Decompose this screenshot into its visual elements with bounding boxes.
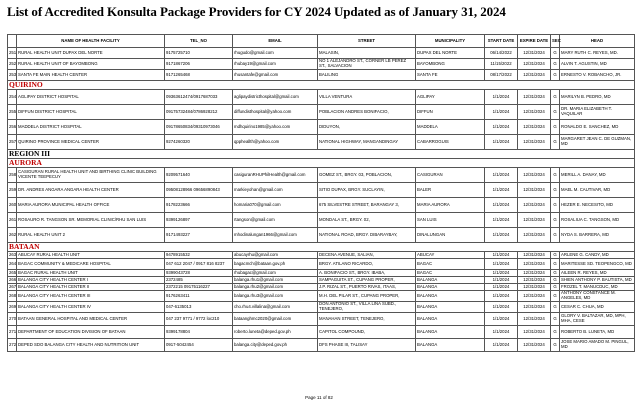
cell-start-date: 06/14/2022 [485,48,518,59]
cell-tel-no: 9178223666 [165,198,233,213]
cell-start-date: 08/17/2022 [485,70,518,81]
cell-sector: G [551,168,560,183]
cell-email: bagacmch@bataan.gov.ph [233,259,318,270]
cell-start-date: 1/1/2024 [485,302,518,313]
cell-row-number: 262 [8,228,17,243]
cell-tel-no: 9171493227 [165,228,233,243]
cell-start-date: 1/1/2024 [485,313,518,326]
cell-sector: G [551,70,560,81]
cell-tel-no: 9176263411 [165,291,233,302]
cell-sector: G [551,326,560,339]
cell-street: CAPITOL COMPOUND, [318,326,416,339]
cell-tel-no: 0917-5042454 [165,339,233,352]
cell-tel-no: 9399043728 [165,270,233,277]
province-row [8,159,635,168]
cell-facility-name: BATAAN GENERAL HOSPITAL AND MEDICAL CENTER [17,313,165,326]
cell-facility-name: AGLIPAY DISTRICT HOSPITAL [17,90,165,105]
cell-expire-date: 12/31/2024 [518,302,551,313]
cell-municipality: BALANGA [416,277,485,284]
cell-municipality: SAN LUIS [416,213,485,228]
cell-tel-no: 2372215 09175116227 [165,284,233,291]
cell-street: DIDUYON, [318,120,416,135]
cell-email: rtangson@gmail.com [233,213,318,228]
cell-head: NYDA S. BARRERA, MD [560,228,635,243]
cell-row-number: 272 [8,339,17,352]
cell-municipality: MARIA AURORA [416,198,485,213]
cell-start-date: 1/1/2024 [485,339,518,352]
cell-start-date: 1/1/2024 [485,198,518,213]
cell-street: SITIO DUPAX, BRGY. SUCLAYIN, [318,183,416,198]
cell-row-number: 255 [8,105,17,120]
cell-head: ROSALIUA C. TANGSON, MD [560,213,635,228]
header-municipality: MUNICIPALITY [416,35,485,48]
cell-expire-date: 12/31/2024 [518,70,551,81]
cell-facility-name: ROSAURO R. TANGSON SR. MEMORIAL CLINIC/RHU SAN LUIS [17,213,165,228]
cell-facility-name: BALANGA CITY HEALTH CENTER IV [17,302,165,313]
cell-tel-no: 9399126897 [165,213,233,228]
cell-sector: G [551,90,560,105]
cell-sector: G [551,198,560,213]
table-row [8,198,635,213]
cell-sector: G [551,213,560,228]
cell-start-date: 1/1/2024 [485,259,518,270]
cell-email: casiguranRHUPhilHealth@gmail.com [233,168,318,183]
cell-tel-no: 09508128966 09656890843 [165,183,233,198]
cell-head: MARY RUTH C. REYES, MD. [560,48,635,59]
cell-row-number: 259 [8,183,17,198]
table-row [8,90,635,105]
cell-tel-no: 2372485 [165,277,233,284]
header-no [8,35,17,48]
table-row [8,183,635,198]
cell-expire-date: 12/31/2024 [518,339,551,352]
cell-head: DR. MARIA ELIZABETH T. VAQUILAR [560,105,635,120]
table-row [8,168,635,183]
cell-facility-name: DIFFUN DISTRICT HOSPITAL [17,105,165,120]
cell-sector: G [551,183,560,198]
cell-municipality: AGLIPAY [416,90,485,105]
province-label: QUIRINO [8,81,635,90]
cell-street: VILLA VENTURA [318,90,416,105]
cell-expire-date: 12/31/2024 [518,135,551,150]
table-row [8,259,635,270]
header-name: NAME OF HEALTH FACILITY [17,35,165,48]
cell-expire-date: 12/31/2024 [518,183,551,198]
cell-expire-date: 12/31/2024 [518,228,551,243]
cell-start-date: 1/1/2024 [485,105,518,120]
cell-facility-name: BAGAC COMMUNITY & MEDICARE HOSPITAL [17,259,165,270]
cell-start-date: 1/1/2024 [485,326,518,339]
cell-email: rhugudo@gmail.com [233,48,318,59]
cell-start-date: 1/1/2024 [485,277,518,284]
cell-municipality: BAYOMBONG [416,59,485,70]
cell-head: AILEEN R. REYES, MD [560,270,635,277]
cell-municipality: ABUCAY [416,252,485,259]
table-row [8,291,635,302]
cell-street: DON ANTONIO ST., VILLA LINA SUBD., TENEJERO, [318,302,416,313]
cell-row-number: 263 [9,251,17,257]
cell-sector: G [551,302,560,313]
cell-facility-name: MARIA AURORA MUNICIPAL HEALTH OFFICE [17,198,165,213]
cell-email: diffundisthospital@yahoo.com [233,105,318,120]
header-expire-date: EXPIRE DATE [518,35,551,48]
cell-row-number: 267 [9,283,17,289]
cell-street: J.P. RIZAL ST., PUERTO RIVAS, ITAAS, [318,284,416,291]
cell-row-number: 269 [8,302,17,313]
cell-email: rhubagac@gmail.com [233,270,318,277]
cell-street: DECENA AVENUE, SALIAN, [318,252,416,259]
cell-expire-date: 12/31/2024 [518,120,551,135]
cell-email: balanga.city@deped.gov.ph [233,339,318,352]
cell-sector: G [551,135,560,150]
cell-street: NATIONAL HIGHWAY, MANGANDINGAY [318,135,416,150]
cell-head: SHIEN ANTHONY P. BAUTISTA, MD [560,277,635,284]
cell-expire-date: 12/31/2024 [518,252,551,259]
cell-start-date: 1/1/2024 [485,90,518,105]
table-row [8,59,635,70]
header-street: STREET [318,35,416,48]
cell-email: abucayrhu@gmail.com [233,252,318,259]
cell-facility-name: DEPED SDO BALANGA CITY HEALTH AND NUTRITION UNIT [17,339,165,352]
cell-tel-no: 09175732484/0786928212 [165,105,233,120]
cell-email: cho.rhu4.villalina@gmail.com [233,302,318,313]
cell-tel-no: 9209571640 [165,168,233,183]
table-row [8,252,635,259]
cell-street: BRGY. ATILANO RICARDO, [318,259,416,270]
cell-start-date: 1/1/2024 [485,284,518,291]
cell-municipality: SANTA FE [416,70,485,81]
table-row [8,70,635,81]
cell-municipality: DINALUNGAN [416,228,485,243]
cell-sector: G [551,59,560,70]
cell-expire-date: 12/31/2024 [518,270,551,277]
cell-head: ANTHONY CONSTANCE M. ANGELES, MD [560,291,635,302]
region-label: REGION III [8,150,635,159]
cell-email: bataanghmc2020@gmail.com [233,313,318,326]
table-row [8,135,635,150]
cell-municipality: DIFFUN [416,105,485,120]
cell-head: RONALDO E. SANCHEZ, MD [560,120,635,135]
cell-facility-name: DEPARTMENT OF EDUCATION DIVISION OF BATAAN [17,326,165,339]
cell-start-date: 1/1/2024 [485,168,518,183]
table-row [8,326,635,339]
cell-tel-no: 9274260320 [165,135,233,150]
region-row [8,150,635,159]
cell-facility-name: BALANGA CITY HEALTH CENTER I [17,277,165,284]
cell-head: ARLENE G. CANDY, MD [560,252,635,259]
cell-email: mdhquirino1985@yahoo.com [233,120,318,135]
cell-head: JOSE MARIO AMADO M. PINGUL, MD [560,339,635,352]
cell-row-number: 253 [8,70,17,81]
table-row [8,313,635,326]
cell-street: SAMPAGUITA ST., CUPANG PROPER, [318,277,416,284]
cell-email: qppheallth@yahoo.com [233,135,318,150]
province-label: AURORA [8,159,635,168]
cell-row-number: 271 [8,326,17,339]
cell-row-number: 256 [8,120,17,135]
cell-head: ALVIN T. AGUSTIN, MD [560,59,635,70]
cell-head: GLORY V. BALTAZAR, MD, MPH, MHA, CESE [560,313,635,326]
cell-street: MONDALA ST., BRGY. 02, [318,213,416,228]
cell-expire-date: 12/31/2024 [518,48,551,59]
cell-sector: G [551,228,560,243]
cell-tel-no: 9171867206 [165,59,233,70]
cell-expire-date: 12/31/2024 [518,291,551,302]
cell-head: MARGARET JEAN C. DE GUZMAN, MD [560,135,635,150]
cell-head: CESAR C. CHUA, MD [560,302,635,313]
cell-sector: G [551,291,560,302]
cell-row-number: 265 [9,269,17,275]
cell-head: ROBERTO B. LUNETA, MD [560,326,635,339]
cell-municipality: BALANGA [416,284,485,291]
table-header-row [8,35,635,48]
cell-street: NATIONAL ROAD, BRGY. DIBARAYBAY, [318,228,416,243]
cell-row-number: 252 [8,59,17,70]
cell-email: markieyohan@gmail.com [233,183,318,198]
cell-street: BALILING [318,70,416,81]
header-sec: SEC [551,35,560,48]
cell-row-number: 260 [8,198,17,213]
cell-municipality: BALANGA [416,326,485,339]
cell-row-number: 258 [8,168,17,183]
table-row [8,277,635,284]
province-label: BATAAN [8,243,635,252]
cell-sector: G [551,284,560,291]
cell-expire-date: 12/31/2024 [518,326,551,339]
cell-street: MANAHAN STREET, TENEJERO, [318,313,416,326]
cell-street: M.H. DEL PILAR ST., CUPANG PROPER, [318,291,416,302]
cell-start-date: 1/1/2024 [485,135,518,150]
facilities-table [7,34,635,352]
cell-facility-name: CASIGURAN RURAL HEALTH UNIT AND BIRTHING CLINIC BUILDING VICENTE TEEPECUY [17,168,165,183]
cell-facility-name: BALANGA CITY HEALTH CENTER III [17,291,165,302]
cell-facility-name: MADDELA DISTRICT HOSPITAL [17,120,165,135]
cell-start-date: 1/1/2024 [485,228,518,243]
group-a [8,48,635,81]
group-b [8,90,635,150]
province-row [8,243,635,252]
cell-tel-no: 9399178804 [165,326,233,339]
cell-expire-date: 12/31/2024 [518,284,551,291]
cell-facility-name: RURAL HEALTH UNIT 2 [17,228,165,243]
cell-expire-date: 12/31/2024 [518,259,551,270]
page-title: List of Accredited Konsulta Package Providers for CY 2024 Updated as of January 31, 2024 [7,4,506,19]
cell-start-date: 11/15/2022 [485,59,518,70]
cell-head: MARITESSE SD. TEOPENGCO, MD [560,259,635,270]
group-d [8,252,635,352]
table-row [8,284,635,291]
table-row [8,213,635,228]
cell-email: mhodinalungan1966@gmail.com [233,228,318,243]
cell-facility-name: SANTA FE MAIN HEALTH CENTER [17,70,165,81]
cell-tel-no: 047 612 2047 / 0917 816 8237 [165,259,233,270]
table-row [8,302,635,313]
cell-expire-date: 12/31/2024 [518,198,551,213]
cell-tel-no: 9478915532 [165,252,233,259]
cell-email: rhusantafe@gmail.com [233,70,318,81]
cell-head: MAEL M. CAUTIVAR, MD [560,183,635,198]
cell-row-number: 264 [8,259,17,270]
cell-row-number: 251 [8,48,17,59]
cell-tel-no: 9175725710 [165,48,233,59]
cell-row-number: 266 [9,276,17,282]
cell-email: balanga.rhu3@gmail.com [233,291,318,302]
header-email: EMAIL [233,35,318,48]
cell-tel-no: 09178650834/09310973046 [165,120,233,135]
cell-expire-date: 12/31/2024 [518,59,551,70]
table-row [8,270,635,277]
cell-street: 675 SILVESTRE STREET, BARANGAY 3, [318,198,416,213]
cell-sector: G [551,313,560,326]
cell-municipality: BALANGA [416,302,485,313]
cell-row-number: 270 [8,313,17,326]
cell-email: rhubay19@gmail.com [233,59,318,70]
cell-sector: G [551,270,560,277]
cell-street: A. BONIFACIO ST., BRGY. IBABA, [318,270,416,277]
cell-sector: G [551,339,560,352]
cell-municipality: CABARROGUIS [416,135,485,150]
cell-sector: G [551,105,560,120]
cell-row-number: 261 [8,213,17,228]
page-footer: Page 11 of 82 [305,395,333,400]
cell-expire-date: 12/31/2024 [518,313,551,326]
cell-facility-name: DR. ANDRES ANGARA ANGARA HEALTH CENTER [17,183,165,198]
cell-facility-name: BAGAC RURAL HEALTH UNIT [17,270,165,277]
cell-start-date: 1/1/2024 [485,120,518,135]
cell-email: roberto.luneta@deped.gov.ph [233,326,318,339]
cell-expire-date: 12/31/2024 [518,168,551,183]
cell-municipality: MADDELA [416,120,485,135]
cell-sector: G [551,120,560,135]
cell-expire-date: 12/31/2024 [518,277,551,284]
cell-facility-name: RURAL HEALTH UNIT DUPAX DEL NORTE [17,48,165,59]
cell-municipality: BALANGA [416,313,485,326]
cell-expire-date: 12/31/2024 [518,213,551,228]
cell-facility-name: ABUCAY RURAL HEALTH UNIT [17,252,165,259]
cell-municipality: BALANGA [416,339,485,352]
cell-start-date: 1/1/2024 [485,291,518,302]
cell-municipality: CASIGURAN [416,168,485,183]
cell-tel-no: 09363612474/0917687033 [165,90,233,105]
cell-facility-name: RURAL HEALTH UNIT OF BAYOMBONG [17,59,165,70]
cell-sector: G [551,48,560,59]
cell-head: HEZER E. NECESITO, MD [560,198,635,213]
table-row [8,48,635,59]
table-row [8,339,635,352]
cell-municipality: DUPAX DEL NORTE [416,48,485,59]
cell-head: MARILYN B. PEDRO, MD [560,90,635,105]
cell-row-number: 257 [8,135,17,150]
cell-facility-name: QUIRINO PROVINCE MEDICAL CENTER [17,135,165,150]
table-row [8,120,635,135]
cell-municipality: BAGAC [416,270,485,277]
cell-head: ERNESTO V. ROBANCHO, JR. [560,70,635,81]
cell-street: NO 1 ALEJANDRO ST., CORNER LB PEREZ ST., SALVACION [318,59,416,70]
cell-email: aglipaydistricthospital@gmail.com [233,90,318,105]
cell-facility-name: BALANGA CITY HEALTH CENTER II [17,284,165,291]
cell-tel-no: 9171265468 [165,70,233,81]
cell-head: MERILL A. DANAY, MD [560,168,635,183]
cell-municipality: BAGAC [416,259,485,270]
cell-start-date: 1/1/2024 [485,183,518,198]
cell-sector: G [551,259,560,270]
cell-row-number: 254 [8,90,17,105]
cell-start-date: 1/1/2024 [485,270,518,277]
cell-street: MALASIN, [318,48,416,59]
cell-sector: G [551,277,560,284]
group-c [8,168,635,243]
cell-street: POBLACION ANDRES BONIFACIO, [318,105,416,120]
cell-street: DFS PHASE III, TALISAY [318,339,416,352]
cell-tel-no: 047 237 9771 / 9772 loc210 [165,313,233,326]
cell-tel-no: 047-6135013 [165,302,233,313]
province-row [8,81,635,90]
cell-head: FROZEL T. MANUCDUC, MD [560,284,635,291]
header-tel: TEL_NO [165,35,233,48]
table-row [8,105,635,120]
cell-municipality: BALANGA [416,291,485,302]
cell-expire-date: 12/31/2024 [518,90,551,105]
header-head: HEAD [560,35,635,48]
cell-start-date: 1/1/2024 [485,252,518,259]
header-start-date: START DATE [485,35,518,48]
table-row [8,228,635,243]
cell-start-date: 1/1/2024 [485,213,518,228]
cell-sector: G [551,252,560,259]
cell-street: GOMEZ ST., BRGY. 03, POBLACION, [318,168,416,183]
cell-email: balanga.rhu1@gmail.com [233,277,318,284]
cell-email: homaria070@gmail.com [233,198,318,213]
cell-municipality: BALER [416,183,485,198]
cell-expire-date: 12/31/2024 [518,105,551,120]
cell-email: balanga.rhu2@gmail.com [233,284,318,291]
cell-row-number: 268 [8,291,17,302]
